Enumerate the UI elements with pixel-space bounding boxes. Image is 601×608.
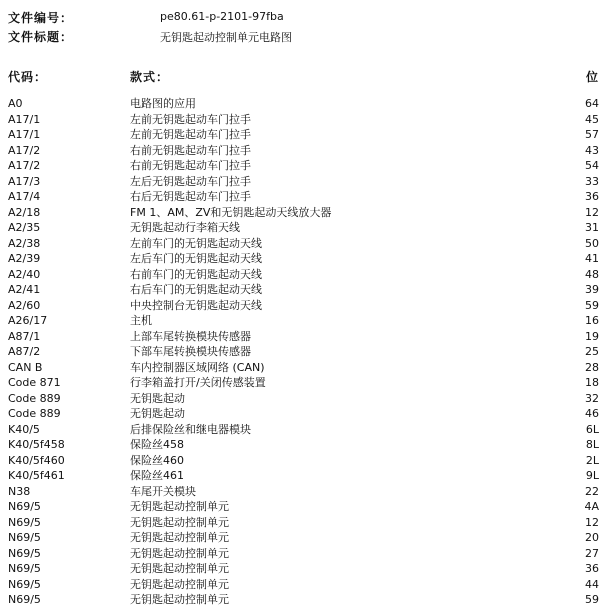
row-description: 无钥匙起动控制单元 — [130, 515, 229, 529]
row-position: 36 — [585, 190, 599, 203]
row-description: 后排保险丝和继电器模块 — [130, 422, 251, 436]
row-code: Code 889 — [8, 407, 61, 420]
row-position: 33 — [585, 174, 599, 188]
row-description: 电路图的应用 — [130, 97, 196, 110]
row-description: FM 1、AM、ZV和无钥匙起动天线放大器 — [130, 205, 332, 219]
table-row — [0, 422, 601, 438]
row-code: N69/5 — [8, 577, 41, 591]
row-code: Code 871 — [8, 376, 61, 389]
row-code: A17/1 — [8, 128, 41, 141]
row-code: K40/5 — [8, 422, 40, 436]
column-header-description: 款式： — [130, 70, 170, 84]
table-row — [0, 375, 601, 391]
table-row — [0, 360, 601, 376]
row-position: 27 — [585, 546, 599, 560]
table-row — [0, 592, 601, 608]
table-row — [0, 205, 601, 221]
row-code: A17/2 — [8, 159, 41, 172]
row-code: N69/5 — [8, 500, 41, 513]
row-code: A2/41 — [8, 283, 41, 296]
table-row — [0, 530, 601, 546]
table-row — [0, 484, 601, 500]
row-description: 车尾开关模块 — [130, 484, 196, 498]
row-position: 64 — [585, 97, 599, 110]
table-row — [0, 437, 601, 453]
table-row — [0, 267, 601, 283]
row-position: 32 — [585, 391, 599, 405]
row-description: 无钥匙起动控制单元 — [130, 546, 229, 560]
table-row — [0, 298, 601, 314]
row-description: 无钥匙起动控制单元 — [130, 531, 229, 544]
row-description: 无钥匙起动控制单元 — [130, 577, 229, 591]
row-description: 保险丝461 — [130, 469, 184, 482]
row-description: 左前车门的无钥匙起动天线 — [130, 236, 262, 250]
row-code: A17/2 — [8, 143, 41, 157]
table-row — [0, 546, 601, 562]
table-row — [0, 236, 601, 252]
row-code: N38 — [8, 484, 31, 498]
table-row — [0, 189, 601, 205]
row-code: N69/5 — [8, 515, 41, 529]
row-position: 2L — [585, 453, 599, 467]
row-position: 19 — [585, 329, 599, 343]
row-position: 12 — [585, 205, 599, 219]
row-position: 31 — [585, 221, 599, 234]
table-row — [0, 127, 601, 143]
row-code: A87/2 — [8, 345, 41, 358]
table-row — [0, 406, 601, 422]
row-position: 25 — [585, 345, 599, 358]
row-code: Code 889 — [8, 391, 61, 405]
row-description: 无钥匙起动控制单元 — [130, 562, 229, 575]
row-position: 20 — [585, 531, 599, 544]
row-position: 39 — [585, 283, 599, 296]
row-description: 左后无钥匙起动车门拉手 — [130, 174, 251, 188]
row-description: 右前无钥匙起动车门拉手 — [130, 159, 251, 172]
row-code: A2/18 — [8, 205, 41, 219]
row-description: 行李箱盖打开/关闭传感装置 — [130, 376, 266, 389]
row-position: 18 — [585, 376, 599, 389]
row-position: 59 — [585, 298, 599, 312]
row-position: 8L — [585, 438, 599, 451]
row-position: 12 — [585, 515, 599, 529]
row-code: A2/40 — [8, 267, 41, 281]
row-description: 保险丝458 — [130, 438, 184, 451]
row-position: 22 — [585, 484, 599, 498]
row-code: N69/5 — [8, 562, 41, 575]
row-position: 28 — [585, 360, 599, 374]
row-code: A2/39 — [8, 252, 41, 265]
row-position: 9L — [585, 469, 599, 482]
row-code: A2/60 — [8, 298, 41, 312]
row-position: 43 — [585, 143, 599, 157]
table-row — [0, 561, 601, 577]
column-header-code: 代码： — [8, 70, 48, 84]
table-row — [0, 313, 601, 329]
row-code: N69/5 — [8, 593, 41, 606]
table-row — [0, 577, 601, 593]
table-row — [0, 220, 601, 236]
row-position: 59 — [585, 593, 599, 606]
component-table — [0, 96, 601, 608]
table-row — [0, 468, 601, 484]
row-code: N69/5 — [8, 531, 41, 544]
row-code: N69/5 — [8, 546, 41, 560]
row-description: 主机 — [130, 314, 152, 327]
row-position: 4A — [584, 500, 599, 513]
row-description: 下部车尾转换模块传感器 — [130, 345, 251, 358]
row-description: 左前无钥匙起动车门拉手 — [130, 128, 251, 141]
table-row — [0, 158, 601, 174]
row-position: 50 — [585, 236, 599, 250]
row-code: A2/38 — [8, 236, 41, 250]
table-row — [0, 515, 601, 531]
table-row — [0, 251, 601, 267]
row-position: 46 — [585, 407, 599, 420]
row-description: 保险丝460 — [130, 453, 184, 467]
table-row — [0, 112, 601, 128]
table-row — [0, 499, 601, 515]
row-position: 44 — [585, 577, 599, 591]
doc-title-label: 文件标题： — [8, 30, 74, 44]
table-row — [0, 391, 601, 407]
row-description: 右前车门的无钥匙起动天线 — [130, 267, 262, 281]
row-description: 无钥匙起动行李箱天线 — [130, 221, 240, 234]
row-description: 无钥匙起动 — [130, 391, 185, 405]
row-code: A17/3 — [8, 174, 41, 188]
row-description: 无钥匙起动控制单元 — [130, 593, 229, 606]
row-code: A0 — [8, 97, 23, 110]
row-position: 57 — [585, 128, 599, 141]
row-position: 54 — [585, 159, 599, 172]
row-code: K40/5f460 — [8, 453, 65, 467]
table-row — [0, 344, 601, 360]
table-row — [0, 174, 601, 190]
table-row — [0, 143, 601, 159]
row-position: 36 — [585, 562, 599, 575]
doc-title-value: 无钥匙起动控制单元电路图 — [160, 31, 292, 44]
row-description: 无钥匙起动控制单元 — [130, 500, 229, 513]
row-code: A26/17 — [8, 314, 48, 327]
row-description: 无钥匙起动 — [130, 407, 185, 420]
row-position: 41 — [585, 252, 599, 265]
doc-number-value: pe80.61-p-2101-97fba — [160, 10, 284, 23]
row-description: 左前无钥匙起动车门拉手 — [130, 112, 251, 126]
row-code: A17/4 — [8, 190, 41, 203]
table-row — [0, 453, 601, 469]
row-description: 车内控制器区域网络 (CAN) — [130, 360, 265, 374]
row-description: 右后无钥匙起动车门拉手 — [130, 190, 251, 203]
row-position: 45 — [585, 112, 599, 126]
row-position: 16 — [585, 314, 599, 327]
row-code: A17/1 — [8, 112, 41, 126]
row-code: K40/5f461 — [8, 469, 65, 482]
column-header-position: 位 — [585, 70, 599, 84]
row-code: A87/1 — [8, 329, 41, 343]
row-position: 48 — [585, 267, 599, 281]
row-code: CAN B — [8, 360, 43, 374]
row-code: A2/35 — [8, 221, 41, 234]
row-description: 左后车门的无钥匙起动天线 — [130, 252, 262, 265]
doc-number-label: 文件编号： — [8, 11, 74, 25]
table-row — [0, 96, 601, 112]
row-position: 6L — [585, 422, 599, 436]
row-description: 右前无钥匙起动车门拉手 — [130, 143, 251, 157]
row-description: 中央控制台无钥匙起动天线 — [130, 298, 262, 312]
row-description: 右后车门的无钥匙起动天线 — [130, 283, 262, 296]
row-description: 上部车尾转换模块传感器 — [130, 329, 251, 343]
table-row — [0, 282, 601, 298]
table-row — [0, 329, 601, 345]
row-code: K40/5f458 — [8, 438, 65, 451]
